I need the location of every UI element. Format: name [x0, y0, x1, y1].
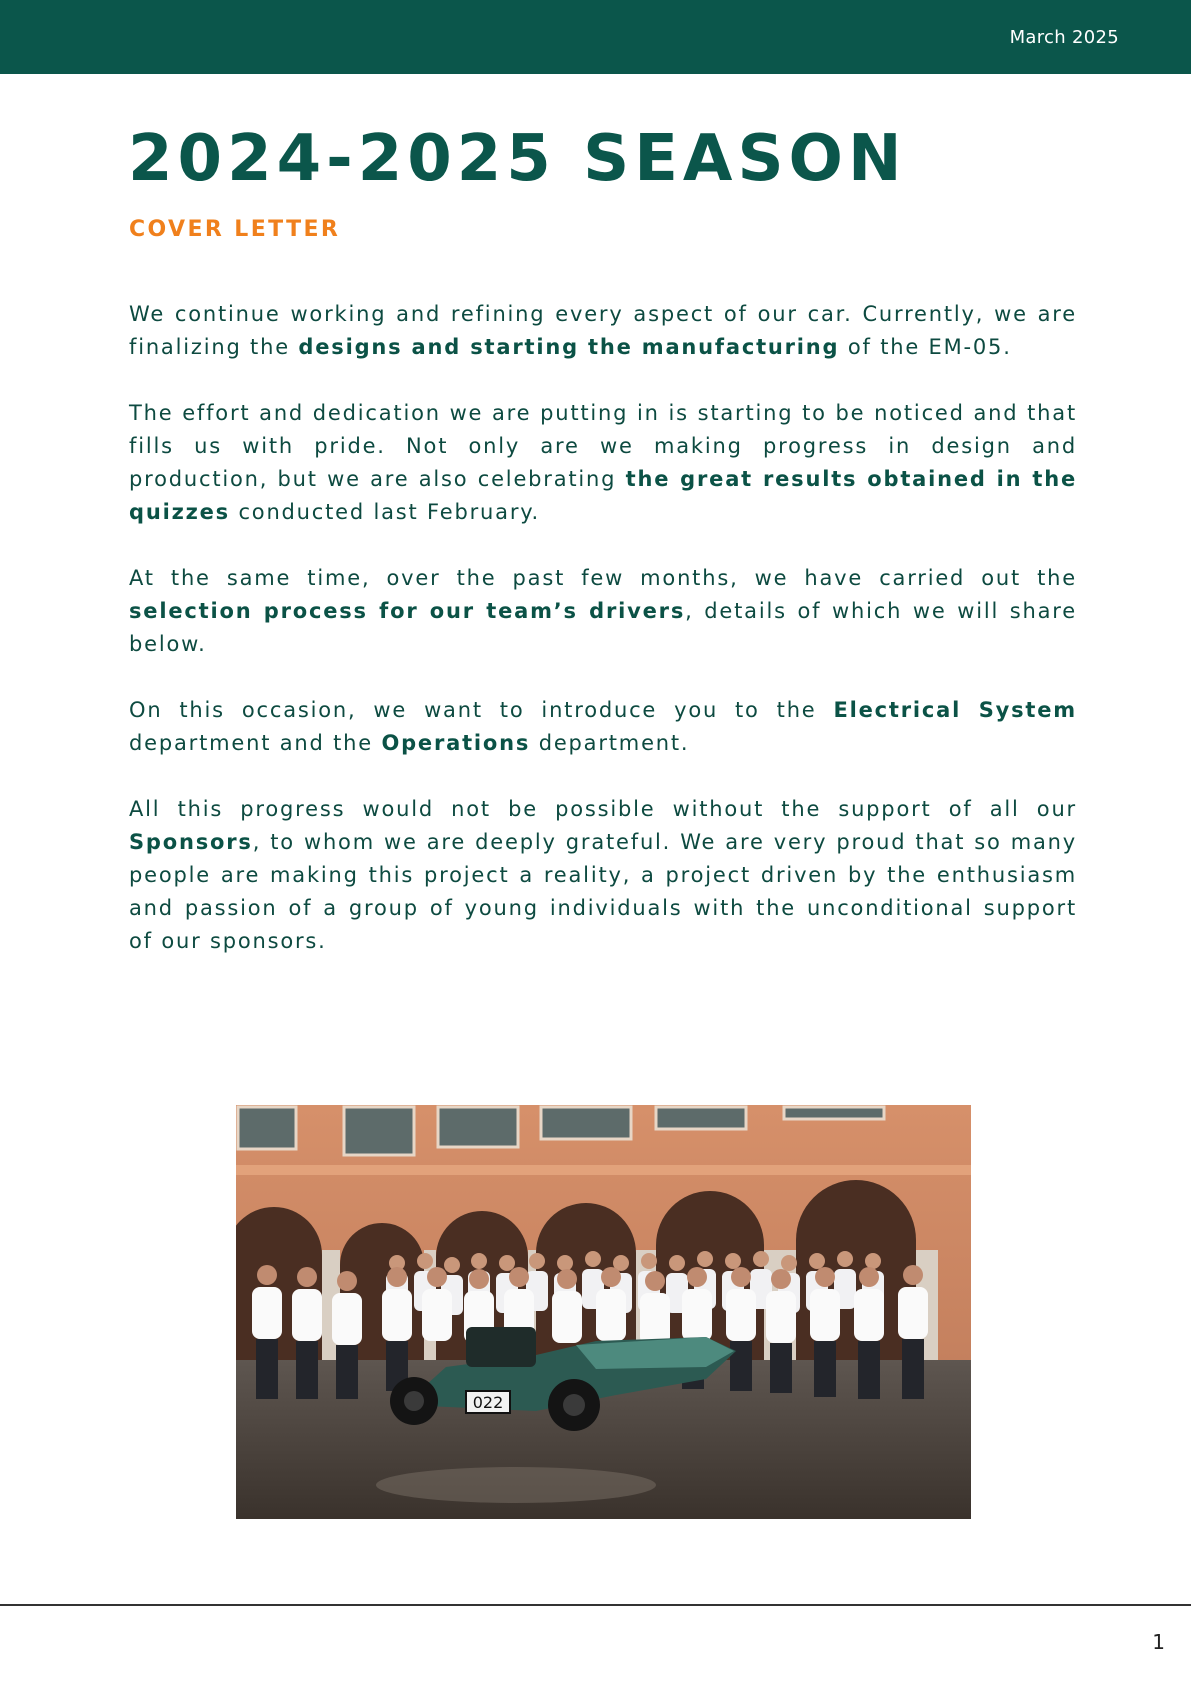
text-run: , to whom we are deeply grateful. We are very proud that so many people are making this project a reality, a project driven by the enthusiasm and passion of a group of young individuals with the unconditional support of our sponsors. — [129, 830, 1077, 953]
paragraph-3 — [129, 562, 1077, 661]
cover-letter-body — [129, 298, 1077, 991]
text-run: At the same time, over the past few months, we have carried out the — [129, 566, 1077, 590]
page-number: 1 — [1152, 1630, 1165, 1654]
text-run: conducted last February. — [229, 500, 540, 524]
text-run: , details of which we will share below. — [129, 599, 1077, 656]
header-date: March 2025 — [1009, 27, 1119, 48]
text-run: On this occasion, we want to introduce you to the — [129, 698, 834, 722]
text-run: All this progress would not be possible without the support of all our — [129, 797, 1077, 821]
highlight-text: selection process for our team’s drivers — [129, 599, 686, 623]
page-title: 2024-2025 SEASON — [128, 122, 907, 196]
paragraph-1 — [129, 298, 1077, 364]
header-bar — [0, 0, 1191, 74]
paragraph-5 — [129, 793, 1077, 958]
text-run: The effort and dedication we are putting in is starting to be noticed and that fills us with pride. Not only are we making progress in design and production, but we are also celebrating — [129, 401, 1077, 491]
section-subtitle: COVER LETTER — [129, 217, 341, 242]
paragraph-4 — [129, 694, 1077, 760]
highlight-text: Operations — [381, 731, 531, 755]
team-photo-illustration — [236, 1105, 971, 1519]
text-run: We continue working and refining every aspect of our car. Currently, we are finalizing the — [129, 302, 1077, 359]
footer-divider — [0, 1604, 1191, 1606]
team-photo — [236, 1105, 971, 1519]
highlight-text: the great results obtained in the quizzes — [129, 467, 1077, 524]
car-number: 022 — [472, 1393, 504, 1412]
highlight-text: Electrical System — [833, 698, 1077, 722]
highlight-text: designs and starting the manufacturing — [298, 335, 840, 359]
highlight-text: Sponsors — [129, 830, 253, 854]
text-run: department. — [530, 731, 690, 755]
paragraph-2 — [129, 397, 1077, 529]
text-run: of the EM-05. — [839, 335, 1012, 359]
text-run: department and the — [129, 731, 382, 755]
